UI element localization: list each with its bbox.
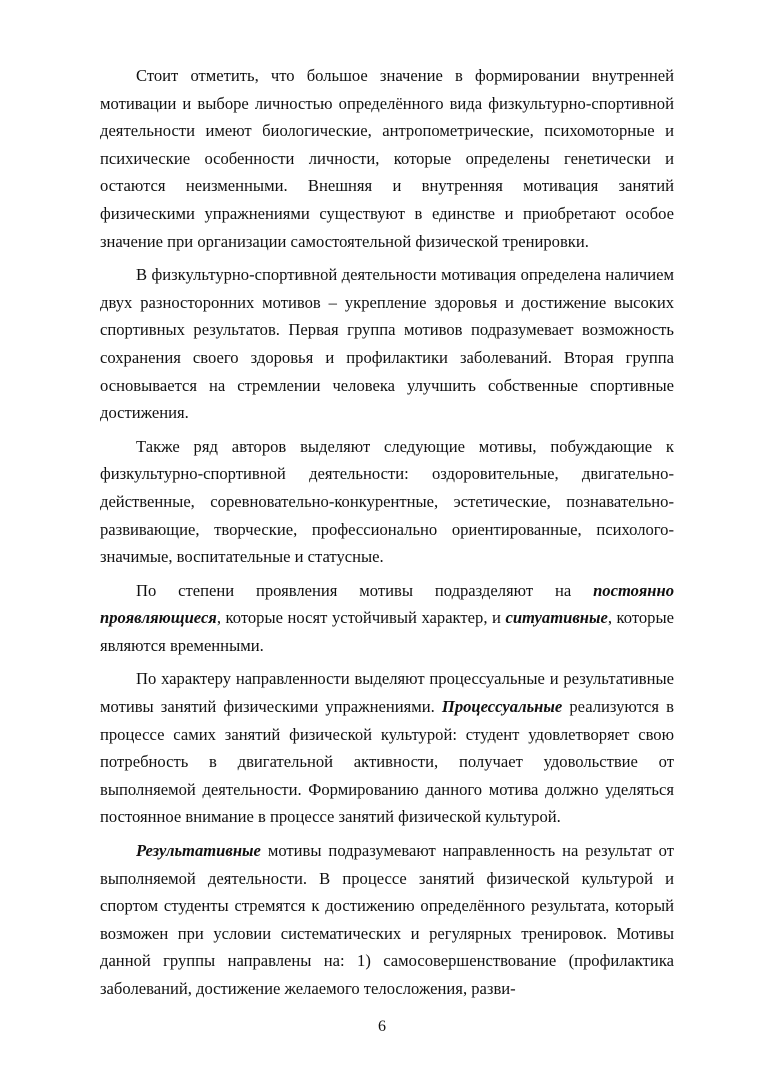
emphasis-term-permanent: постоянно проявляющиеся xyxy=(100,580,674,628)
paragraph-text: По степени проявления мотивы подразделяют на xyxy=(136,580,594,600)
paragraph-text: , которые являются временными. xyxy=(100,608,674,655)
paragraph-procedural-motives xyxy=(100,665,674,831)
paragraph-two-motives xyxy=(100,261,674,427)
paragraph-text: По характеру направленности выделяют процессуальные и результативные мотивы занятий физическими упражнениями. xyxy=(100,669,674,717)
paragraph-text: , которые носят устойчивый характер, и xyxy=(216,608,506,628)
emphasis-term-procedural: Процессуальные xyxy=(441,697,563,717)
emphasis-term-situational: ситуативные xyxy=(505,608,608,628)
paragraph-text: В физкультурно-спортивной деятельности мотивация определена наличием двух разносторонних мотивов – укрепление здоровья и достижение высоких спортивных результатов. Первая группа мотивов подразумевает возможность сохранения своего здоровья и профилактики заболеваний. Вторая группа основывается на стремлении человека улучшить собственные спортивные достижения. xyxy=(100,265,674,423)
paragraph-text: мотивы подразумевают направленность на результат от выполняемой деятельности. В процессе занятий физической культурой и спортом студенты стремятся к достижению определённого результата, который возможен при условии систематических и регулярных тренировок. Мотивы данной группы направлены на: 1) самосовершенствование (профилактика заболеваний, достижение желаемого телосложения, разви- xyxy=(100,841,674,998)
paragraph-motive-list xyxy=(100,433,674,571)
paragraph-text: Стоит отметить, что большое значение в формировании внутренней мотивации и выборе личностью определённого вида физкультурно-спортивной деятельности имеют биологические, антропометрические, психомоторные и психические особенности личности, которые определены генетически и остаются неизменными. Внешняя и внутренняя мотивация занятий физическими упражнениями существуют в единстве и приобретают особое значение при организации самостоятельной физической тренировки. xyxy=(100,66,674,251)
page-number: 6 xyxy=(378,1018,386,1035)
paragraph-resultative-motives xyxy=(100,837,674,1003)
paragraph-degree-of-manifestation xyxy=(100,577,674,660)
emphasis-term-resultative: Результативные xyxy=(136,841,261,861)
paragraph-text: Также ряд авторов выделяют следующие мотивы, побуждающие к физкультурно-спортивной деятельности: оздоровительные, двигательно-действенные, соревновательно-конкурентные, эстетические, познавательно-развивающие, творческие, профессионально ориентированные, психолого-значимые, воспитательные и статусные. xyxy=(100,436,674,567)
paragraph-physical-traits xyxy=(100,62,674,255)
page-body xyxy=(100,62,674,1003)
paragraph-text: реализуются в процессе самих занятий физической культурой: студент удовлетворяет свою потребность в двигательной активности, получает удовольствие от выполняемой деятельности. Формированию данного мотива должно уделяться постоянное внимание в процессе занятий физической культурой. xyxy=(100,697,674,827)
